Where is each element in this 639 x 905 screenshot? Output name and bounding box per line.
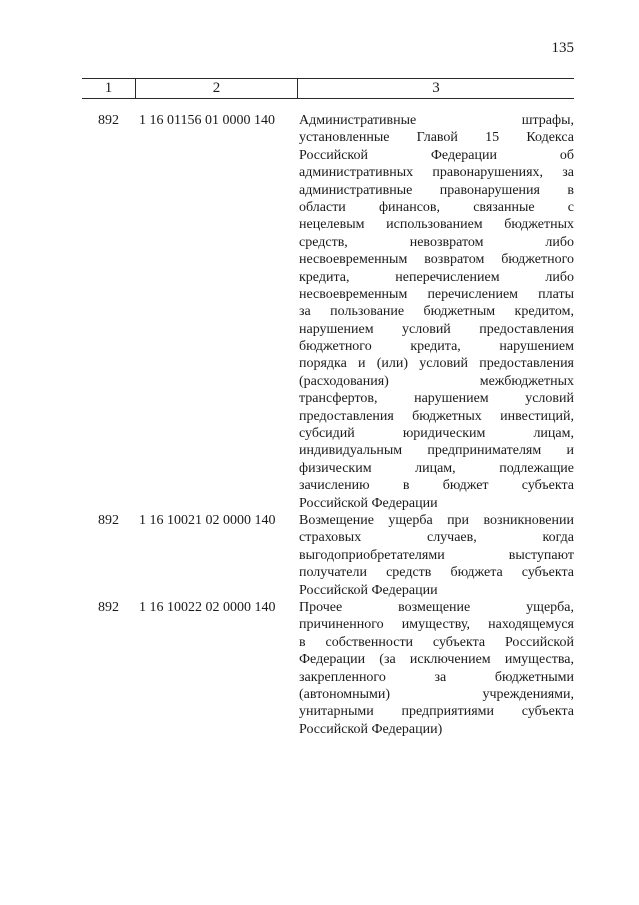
description-line xyxy=(299,529,574,546)
description-line-text: выгодоприобретателями выступают xyxy=(299,547,574,563)
description-line-text: несвоевременным возвратом бюджетного xyxy=(299,252,574,268)
description-line xyxy=(299,460,574,477)
description-line xyxy=(299,703,574,720)
description-line-text: физическим лицам, подлежащие xyxy=(299,460,574,476)
description-line-text: Российской Федерации об xyxy=(299,147,574,163)
description-line-text: трансфертов, нарушением условий xyxy=(299,391,574,407)
table-body xyxy=(82,112,574,738)
description-line xyxy=(299,373,574,390)
description-line xyxy=(299,442,574,459)
description-line xyxy=(299,547,574,564)
description-line xyxy=(299,651,574,668)
description-line xyxy=(299,564,574,581)
table-row xyxy=(82,599,574,738)
description-line xyxy=(299,512,574,529)
description-line-text: кредита, неперечислением либо xyxy=(299,269,574,285)
description-line-text: (автономными) учреждениями, xyxy=(299,686,574,702)
description-line-text: нецелевым использованием бюджетных xyxy=(299,217,574,233)
description-line-text: установленные Главой 15 Кодекса xyxy=(299,130,574,146)
description-line-text: за пользование бюджетным кредитом, xyxy=(299,304,574,320)
description-line xyxy=(299,390,574,407)
description-line xyxy=(299,338,574,355)
description-line-text: средств, невозвратом либо xyxy=(299,234,574,250)
description-line xyxy=(299,495,574,512)
description-line-text: Административные штрафы, xyxy=(299,113,574,128)
description-cell xyxy=(297,112,574,512)
description-line xyxy=(299,669,574,686)
description-line-text: Возмещение ущерба при возникновении xyxy=(299,512,574,528)
description-line xyxy=(299,269,574,286)
description-line-text: получатели средств бюджета субъекта xyxy=(299,565,574,581)
description-line-text: в собственности субъекта Российской xyxy=(299,634,574,650)
description-line xyxy=(299,251,574,268)
description-line-text: закрепленного за бюджетными xyxy=(299,669,574,685)
description-line xyxy=(299,425,574,442)
description-line-text: несвоевременным перечислением платы xyxy=(299,286,574,302)
description-line-text: Российской Федерации xyxy=(299,495,438,511)
description-line xyxy=(299,721,574,738)
description-line xyxy=(299,355,574,372)
description-line xyxy=(299,599,574,616)
description-line xyxy=(299,582,574,599)
description-line xyxy=(299,182,574,199)
header-col-1: 1 xyxy=(104,80,113,96)
description-line xyxy=(299,686,574,703)
description-line-text: зачислению в бюджет субъекта xyxy=(299,478,574,494)
description-line-text: Российской Федерации xyxy=(299,582,438,598)
description-line-text: предоставления бюджетных инвестиций, xyxy=(299,408,574,424)
admin-code-cell: 892 xyxy=(98,113,119,128)
budget-code-cell: 1 16 10021 02 0000 140 xyxy=(139,512,276,528)
admin-code-cell: 892 xyxy=(98,599,119,615)
description-line xyxy=(299,216,574,233)
header-col-2: 2 xyxy=(135,79,297,98)
table-header xyxy=(82,78,574,99)
description-line xyxy=(299,477,574,494)
description-cell xyxy=(297,599,574,738)
description-line-text: страховых случаев, когда xyxy=(299,530,574,546)
description-line xyxy=(299,634,574,651)
description-line xyxy=(299,286,574,303)
description-line xyxy=(299,616,574,633)
description-line-text: нарушением условий предоставления xyxy=(299,321,574,337)
budget-code-cell: 1 16 10022 02 0000 140 xyxy=(139,599,276,615)
description-line xyxy=(299,112,574,129)
description-line xyxy=(299,199,574,216)
table-row xyxy=(82,112,574,512)
description-line-text: Российской Федерации) xyxy=(299,721,443,737)
description-cell xyxy=(297,512,574,599)
description-line-text: порядка и (или) условий предоставления xyxy=(299,356,574,372)
description-line-text: унитарными предприятиями субъекта xyxy=(299,704,574,720)
table-row xyxy=(82,512,574,599)
description-line-text: (расходования) межбюджетных xyxy=(299,373,574,389)
description-line-text: бюджетного кредита, нарушением xyxy=(299,339,574,355)
description-line-text: административные правонарушения в xyxy=(299,182,574,198)
description-line xyxy=(299,129,574,146)
budget-code-cell: 1 16 01156 01 0000 140 xyxy=(139,113,275,128)
description-line-text: Федерации (за исключением имущества, xyxy=(299,652,574,668)
description-line xyxy=(299,164,574,181)
header-col-3: 3 xyxy=(297,79,574,98)
description-line-text: области финансов, связанные с xyxy=(299,199,574,215)
description-line xyxy=(299,303,574,320)
description-line xyxy=(299,321,574,338)
description-line-text: индивидуальным предпринимателям и xyxy=(299,443,574,459)
description-line xyxy=(299,234,574,251)
description-line xyxy=(299,147,574,164)
description-line-text: причиненного имуществу, находящемуся xyxy=(299,617,574,633)
description-line xyxy=(299,408,574,425)
description-line-text: административных правонарушениях, за xyxy=(299,165,574,181)
page-number: 135 xyxy=(551,40,574,56)
admin-code-cell: 892 xyxy=(98,512,119,528)
description-line-text: субсидий юридическим лицам, xyxy=(299,426,574,442)
description-line-text: Прочее возмещение ущерба, xyxy=(299,599,574,615)
